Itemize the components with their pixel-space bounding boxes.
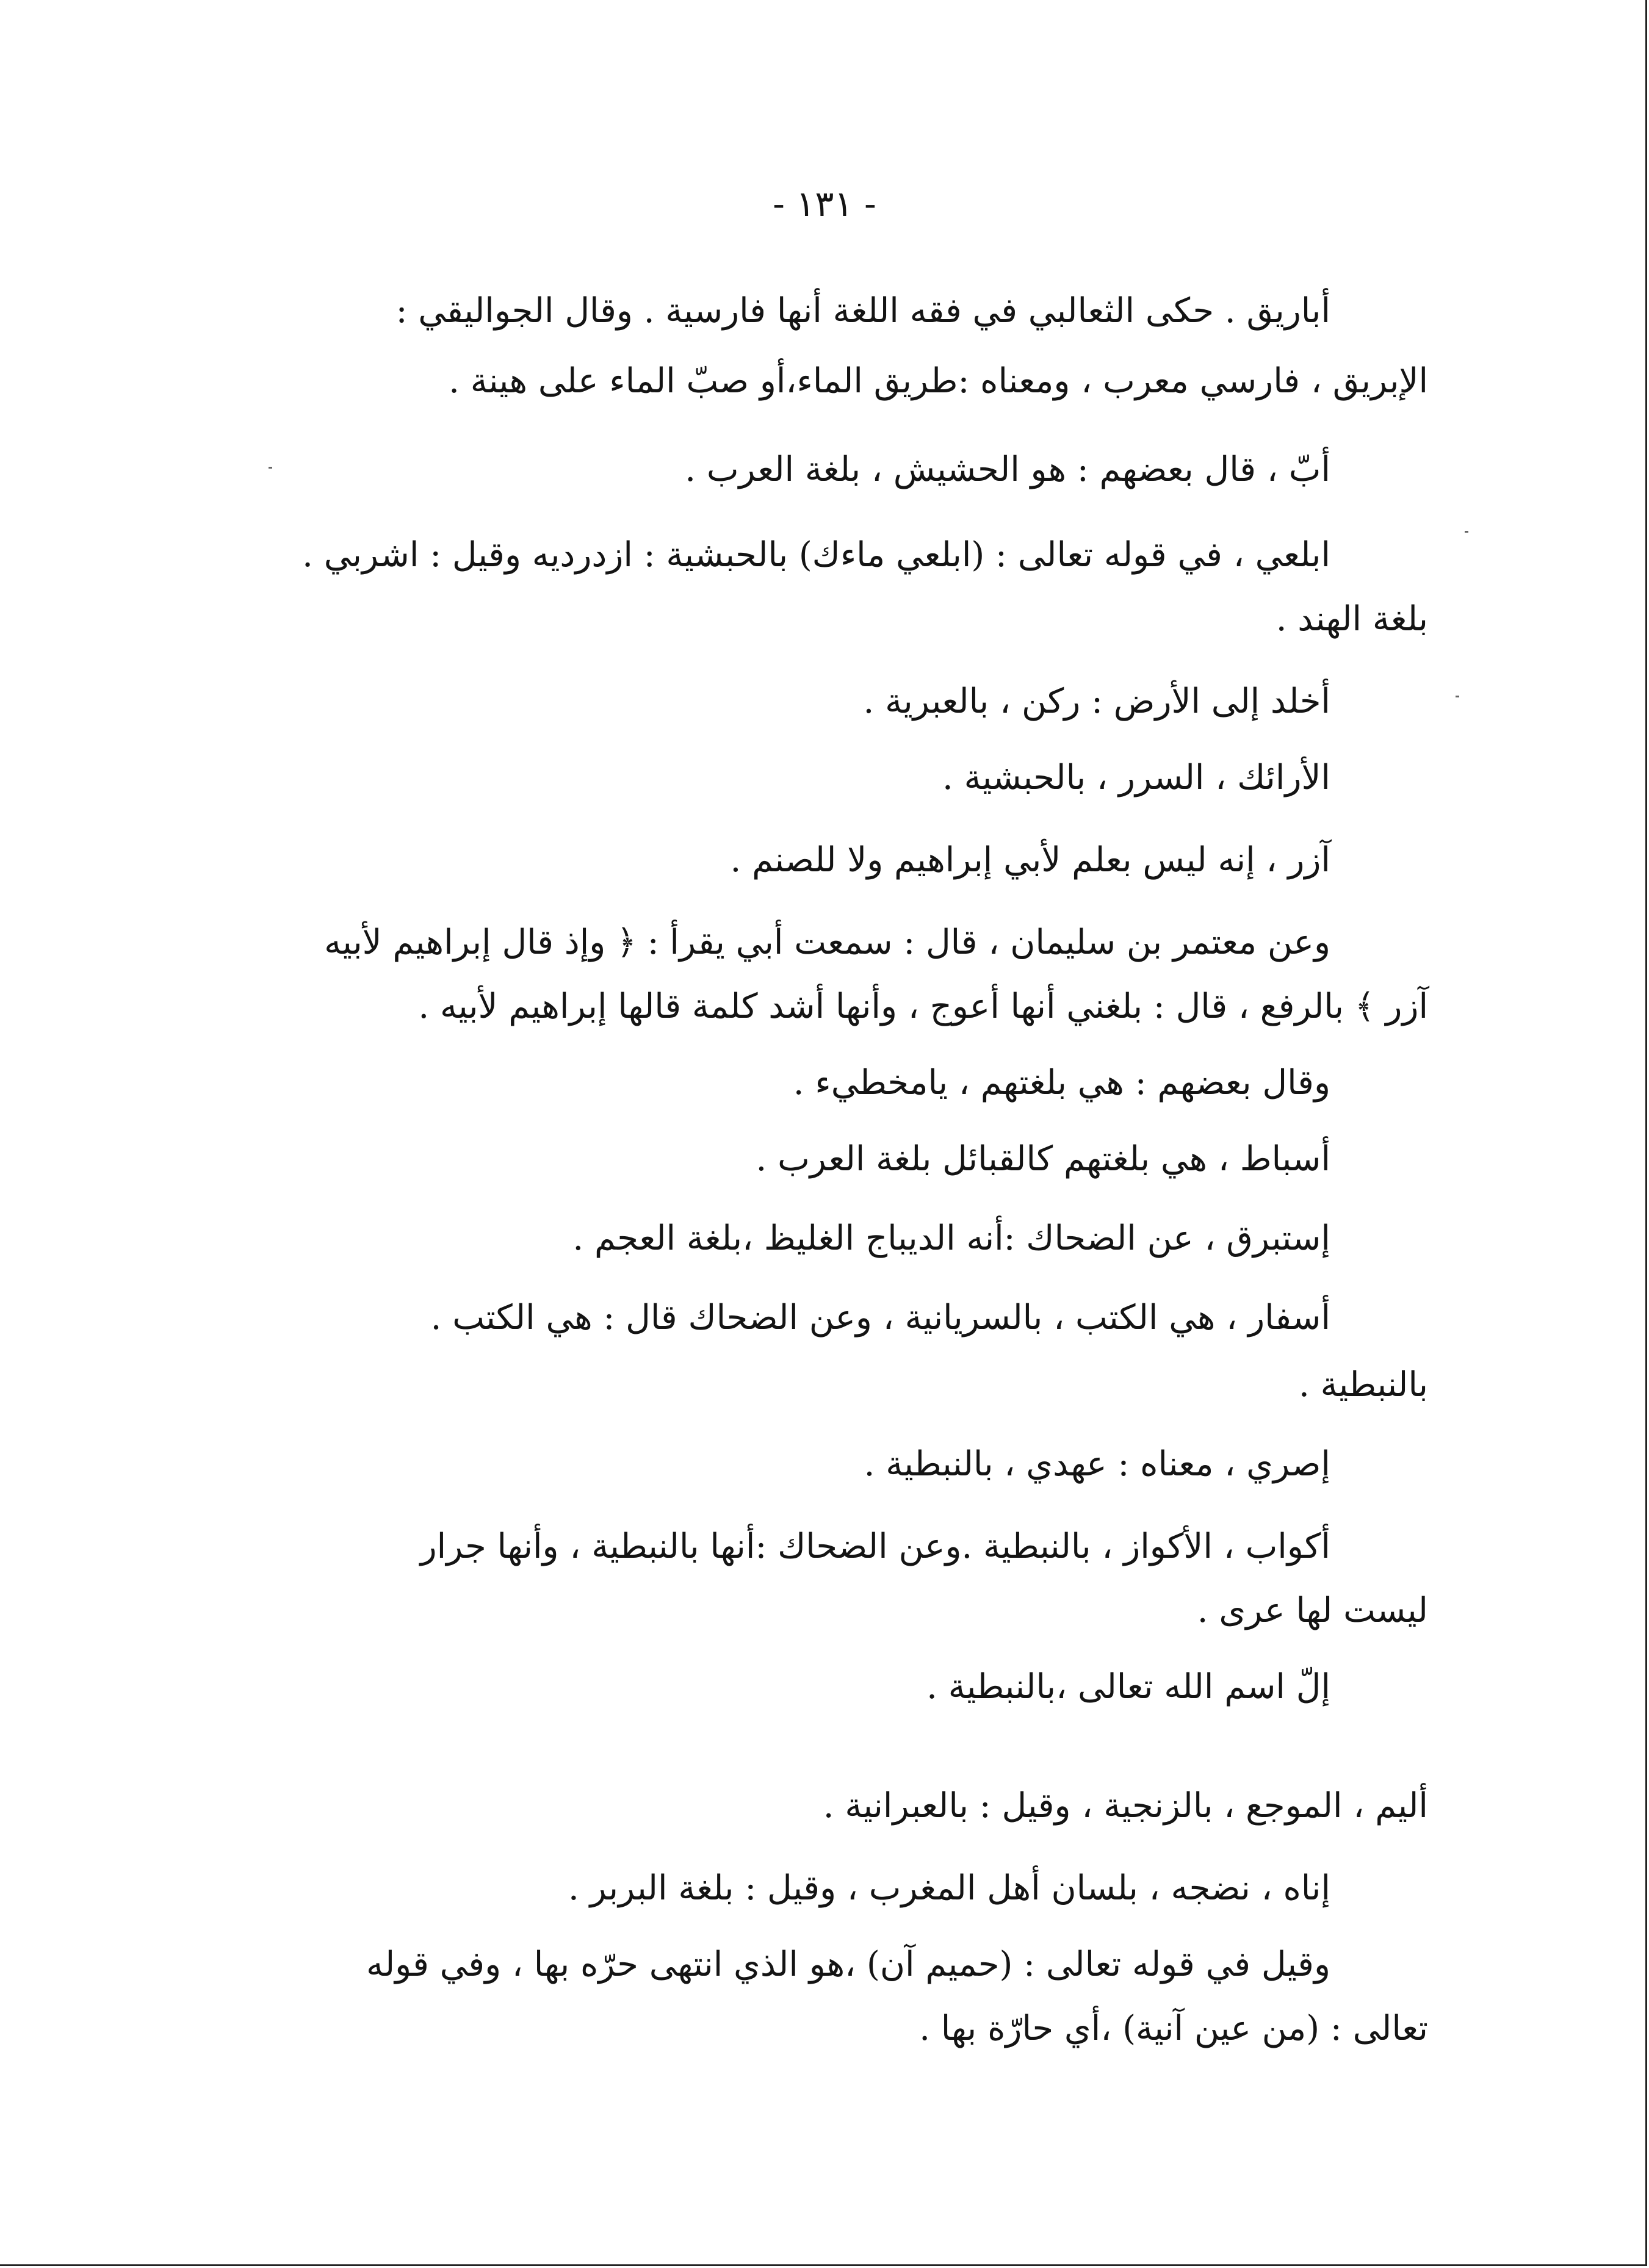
text-line: وقيل في قوله تعالى : (حميم آن) ،هو الذي انتهى حرّه بها ، وفي قوله <box>366 1945 1330 1984</box>
text-line: بلغة الهند . <box>1276 599 1428 639</box>
scan-speck <box>1456 696 1459 697</box>
text-line: الأرائك ، السرر ، بالحبشية . <box>942 758 1330 797</box>
text-line: أخلد إلى الأرض : ركن ، بالعبرية . <box>863 682 1330 721</box>
text-line: إناه ، نضجه ، بلسان أهل المغرب ، وقيل : بلغة البربر . <box>568 1868 1330 1908</box>
text-line: بالنبطية . <box>1299 1365 1428 1405</box>
scan-speck <box>269 467 272 469</box>
text-line: ابلعي ، في قوله تعالى : (ابلعي ماءك) بالحبشية : ازدرديه وقيل : اشربي . <box>302 535 1330 575</box>
text-line: ليست لها عرى . <box>1197 1591 1428 1630</box>
text-line: أسفار ، هي الكتب ، بالسريانية ، وعن الضحاك قال : هي الكتب . <box>430 1298 1330 1337</box>
text-line: إصري ، معناه : عهدي ، بالنبطية . <box>864 1444 1330 1484</box>
text-line: آزر ﴾ بالرفع ، قال : بلغني أنها أعوج ، وأنها أشد كلمة قالها إبراهيم لأبيه . <box>418 987 1428 1026</box>
text-line: أباريق . حكى الثعالبي في فقه اللغة أنها فارسية . وقال الجواليقي : <box>395 291 1330 331</box>
text-line: الإبريق ، فارسي معرب ، ومعناه :طريق الماء،أو صبّ الماء على هينة . <box>449 361 1428 401</box>
text-line: أسباط ، هي بلغتهم كالقبائل بلغة العرب . <box>756 1139 1330 1179</box>
page-number: - ١٣١ - <box>773 183 876 225</box>
text-line: وقال بعضهم : هي بلغتهم ، يامخطيء . <box>793 1063 1330 1103</box>
text-line: أكواب ، الأكواز ، بالنبطية .وعن الضحاك :أنها بالنبطية ، وأنها جرار <box>420 1527 1330 1566</box>
text-line: إلّ اسم الله تعالى ،بالنبطية . <box>926 1667 1330 1707</box>
text-line: إستبرق ، عن الضحاك :أنه الديباج الغليظ ،بلغة العجم . <box>572 1219 1330 1258</box>
text-line: أبّ ، قال بعضهم : هو الحشيش ، بلغة العرب . <box>685 450 1330 489</box>
text-line: أليم ، الموجع ، بالزنجية ، وقيل : بالعبرانية . <box>823 1786 1428 1826</box>
text-line: آزر ، إنه ليس بعلم لأبي إبراهيم ولا للصنم . <box>730 840 1330 880</box>
scan-speck <box>1465 531 1468 533</box>
text-line: تعالى : (من عين آنية) ،أي حارّة بها . <box>919 2009 1428 2048</box>
text-line: وعن معتمر بن سليمان ، قال : سمعت أبي يقرأ : ﴿ وإذ قال إبراهيم لأبيه <box>324 923 1330 962</box>
